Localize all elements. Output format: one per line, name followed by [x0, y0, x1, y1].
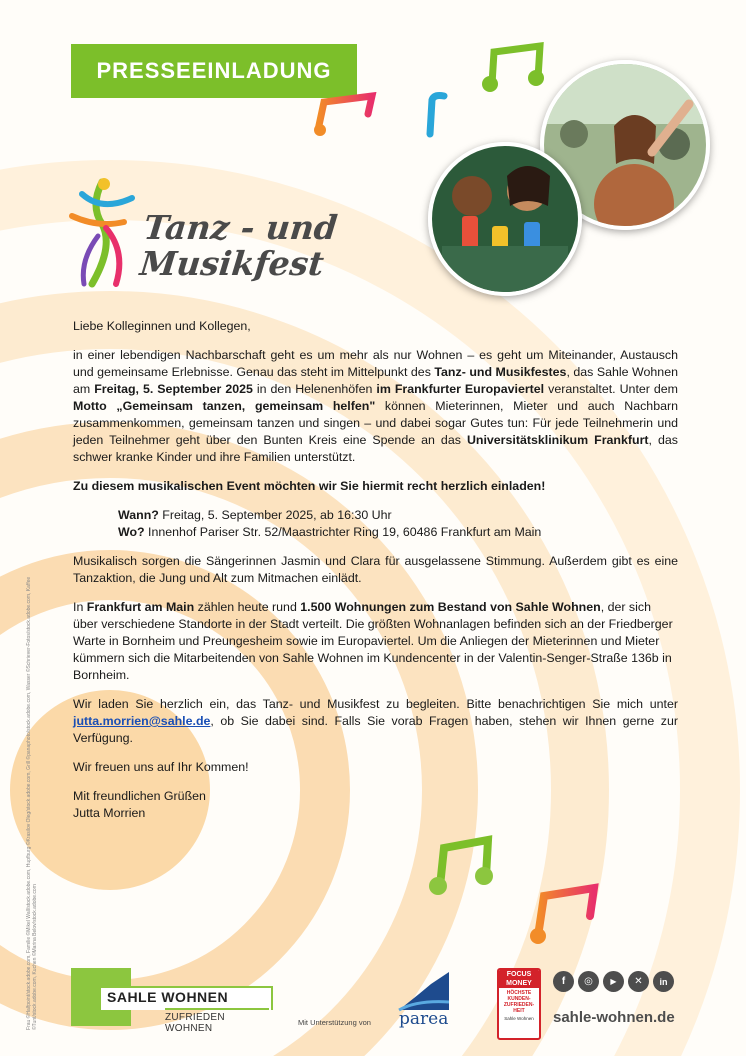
invitation-line: Zu diesem musikalischen Event möchten wir Sie hiermit recht herzlich einladen!: [73, 479, 546, 493]
website-url[interactable]: sahle-wohnen.de: [553, 1009, 675, 1026]
brand-word-2: WOHNEN: [161, 989, 229, 1005]
salutation: Liebe Kolleginnen und Kollegen,: [73, 319, 251, 333]
text: können Mieterinnen, Mieter und auch Nachbarn zusammenkommen, gemeinsam tanzen und singen – und dabei sogar Gutes tun: Für jede Teilnehmerin und jeden Teilnehmer geht über den Bunten Kreis eine Spende an das: [73, 399, 678, 447]
text: in einer lebendigen Nachbarschaft geht es um mehr als nur Wohnen – es geht um Miteinander, Austausch und gemeinsame Erlebnisse. Genau das steht im Mittelpunkt des: [73, 348, 678, 379]
social-links: [553, 971, 674, 992]
logo-underline: [165, 1008, 269, 1010]
award-header: FOCUS MONEY: [499, 970, 539, 988]
dancer-logo-icon: [62, 176, 142, 288]
logo-line-2: Musikfest: [138, 244, 326, 283]
youtube-icon[interactable]: ▶: [603, 971, 624, 992]
text: In: [73, 600, 87, 614]
signature-name: Jutta Morrien: [73, 806, 146, 820]
paragraph-music: Musikalisch sorgen die Sängerinnen Jasmin und Clara für ausgelassene Stimmung. Außerdem gibt es eine Tanzaktion, die Jung und Alt zum Mitmachen einlädt.: [73, 554, 678, 585]
letter-body: [73, 318, 678, 834]
paragraph-intro: [73, 347, 678, 466]
where-value: Innenhof Pariser Str. 52/Maastrichter Ring 19, 60486 Frankfurt am Main: [144, 525, 542, 539]
text: , das Sahle Wohnen am: [73, 365, 678, 396]
music-note-orange-icon: [310, 92, 390, 138]
photo-credits: Frau ©Halfpoint/stock.adobe.com, Familie ©Mikel Wall/stock.adobe.com, Hupfburg ©Krasilov Oleg/stock.adobe.com, Grill ©panaphoto/stock.adobe.com, Wasser ©Schriever-Fotos/stock.adobe.com, Kaffee ©Tunt/stock.adobe.com, Kuchen ©Marina Belov/stock.adobe.com: [26, 576, 38, 1030]
support-text: Mit Unterstützung von: [298, 1018, 371, 1027]
text: veranstaltet. Unter dem: [544, 382, 679, 396]
highlight-date: Freitag, 5. September 2025: [94, 382, 253, 396]
paragraph-rsvp: [73, 696, 678, 747]
festival-logo-text: [138, 210, 339, 282]
highlight-motto: Motto „Gemeinsam tanzen, gemeinsam helfen": [73, 399, 376, 413]
text: , der sich über verschiedene Standorte in der Stadt verteilt. Die größten Wohnanlagen befinden sich an der Friedberger Warte in Bornheim und Preungesheim sowie im Europaviertel. Um die Anliegen der Mieterinnen und Mieter kümmern sich die Mitarbeitenden von Sahle Wohnen im Kundencenter in der Valentin-Senger-Straße 136b in Bornheim.: [73, 600, 673, 682]
text: zählen heute rund: [194, 600, 301, 614]
signature-block: [73, 788, 678, 822]
music-note-orange-icon: [528, 880, 604, 946]
email-link[interactable]: jutta.morrien@sahle.de: [73, 714, 211, 728]
award-brand: Sahle Wohnen: [504, 1016, 534, 1021]
where-label: Wo?: [118, 525, 145, 539]
logo-line-1: Tanz - und: [141, 208, 340, 247]
music-note-green-icon: [478, 40, 550, 92]
music-note-green-icon: [426, 832, 496, 898]
partner-name: parea: [399, 1009, 449, 1029]
press-invitation-banner: PRESSEEINLADUNG: [71, 44, 357, 98]
text: Wir laden Sie herzlich ein, das Tanz- und Musikfest zu begleiten. Bitte benachrichtigen Sie mich unter: [73, 697, 678, 711]
instagram-icon[interactable]: ◎: [578, 971, 599, 992]
highlight-city: Frankfurt am Main: [86, 600, 195, 614]
event-details: [118, 507, 678, 541]
paragraph-closing: Wir freuen uns auf Ihr Kommen!: [73, 760, 249, 774]
paragraph-company: [73, 599, 678, 684]
festival-photo-friends-drinks: [428, 142, 582, 296]
highlight: Tanz- und Musikfestes: [434, 365, 567, 379]
facebook-icon[interactable]: f: [553, 971, 574, 992]
when-value: Freitag, 5. September 2025, ab 16:30 Uhr: [158, 508, 392, 522]
text: , das schwer kranke Kinder und ihre Familien unterstützt.: [73, 433, 678, 464]
highlight-clinic: Universitätsklinikum Frankfurt: [466, 433, 649, 447]
when-label: Wann?: [118, 508, 159, 522]
text: in den Helenenhöfen: [252, 382, 377, 396]
customer-satisfaction-award: [497, 968, 541, 1040]
linkedin-icon[interactable]: in: [653, 971, 674, 992]
logo-tagline: ZUFRIEDEN WOHNEN: [165, 1012, 225, 1034]
highlight-units: 1.500 Wohnungen zum Bestand von Sahle Wohnen: [300, 600, 601, 614]
logo-brand: [107, 989, 228, 1005]
xing-icon[interactable]: ✕: [628, 971, 649, 992]
sahle-wohnen-logo[interactable]: [71, 968, 271, 1034]
award-title: HÖCHSTE KUNDEN-ZUFRIEDEN-HEIT: [503, 990, 535, 1014]
brand-word-1: SAHLE: [107, 989, 157, 1005]
closing-phrase: Mit freundlichen Grüßen: [73, 789, 206, 803]
text: , ob Sie dabei sind. Falls Sie vorab Fragen haben, stehen wir Ihnen gerne zur Verfügung.: [73, 714, 678, 745]
highlight-location: im Frankfurter Europaviertel: [376, 382, 545, 396]
music-note-blue-icon: [420, 90, 450, 138]
